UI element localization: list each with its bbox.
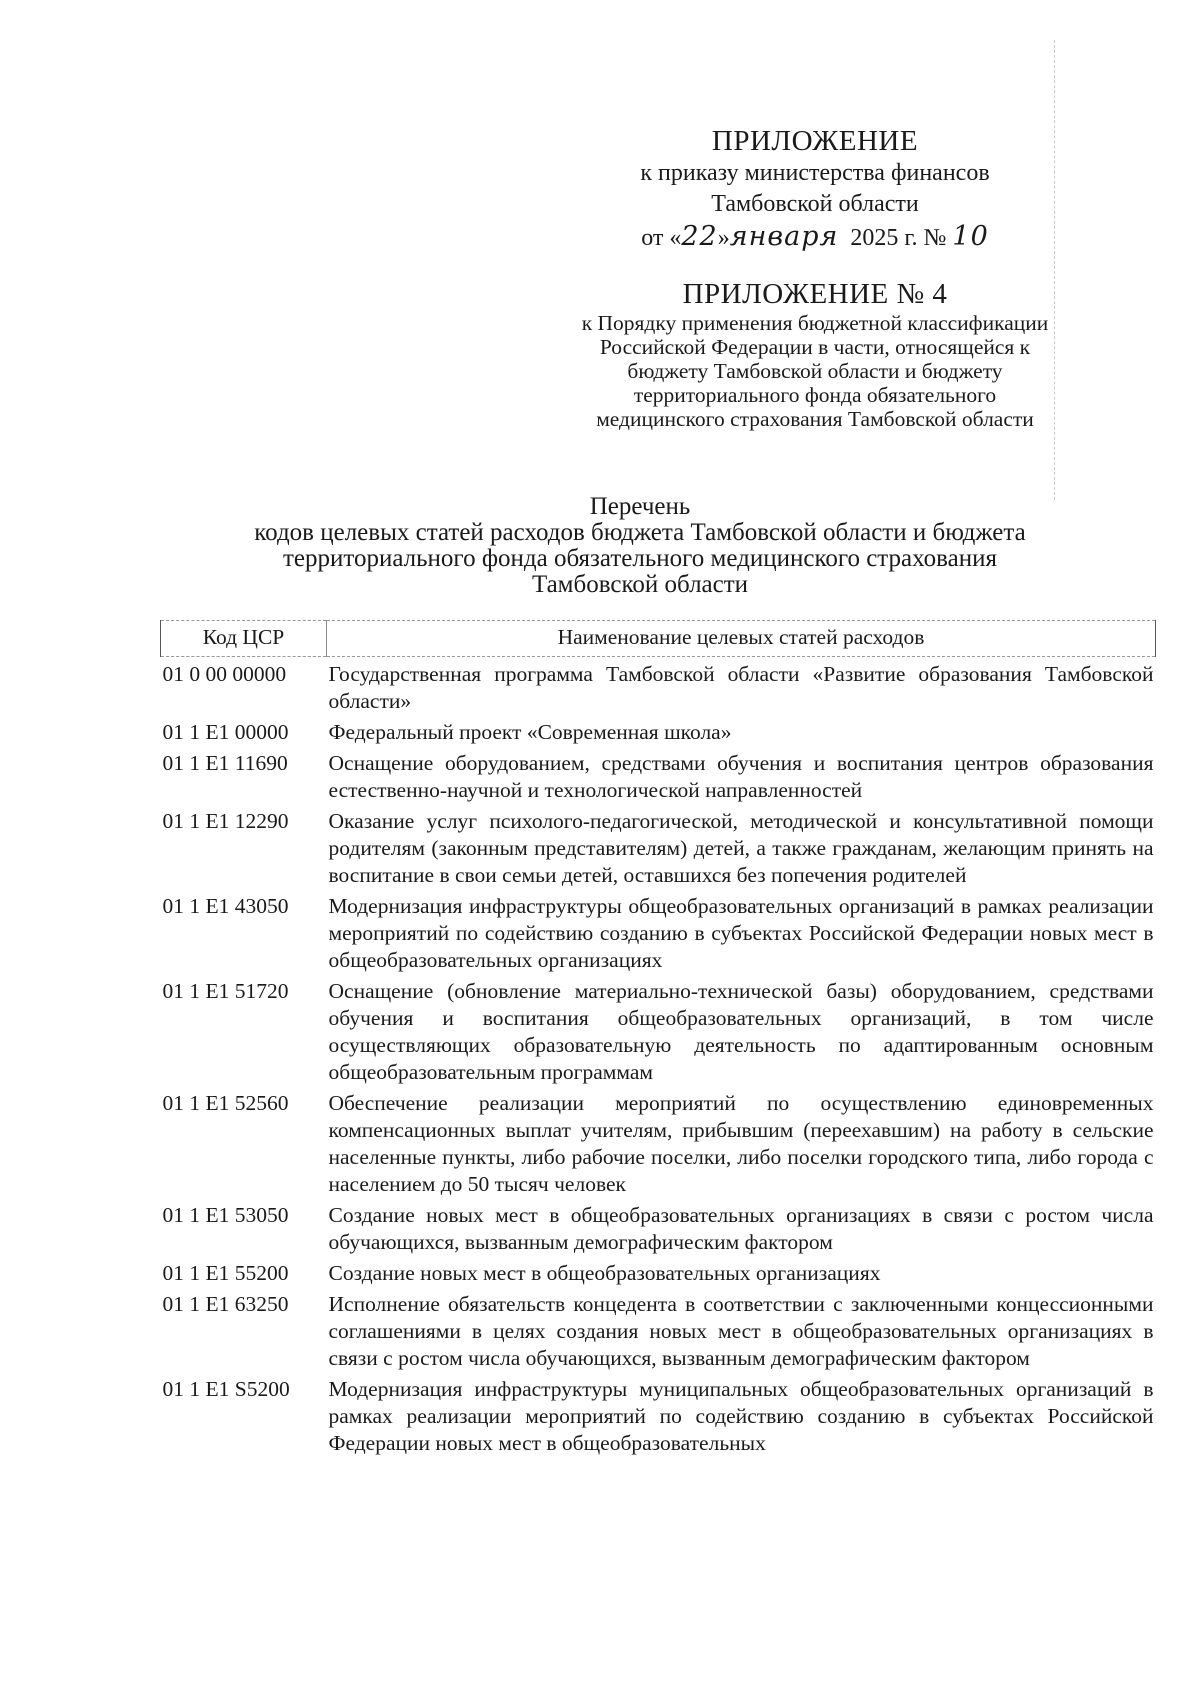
row-name: Оказание услуг психолого-педагогической, методической и консультативной помощи родителям (законным представителям) детей, а также гражданам, желающим принять на воспитание в свои семьи детей, оставшихся без попечения родителей bbox=[328, 809, 1154, 887]
row-name: Обеспечение реализации мероприятий по осуществлению единовременных компенсационных выплат учителям, прибывшим (переехавшим) на работу в сельские населенные пункты, либо рабочие поселки, либо поселки городского типа, либо города с населением до 50 тысяч человек bbox=[328, 1091, 1154, 1196]
order-prefix: от « bbox=[641, 225, 682, 251]
row-name: Модернизация инфраструктуры муниципальных общеобразовательных организаций в рамках реализации мероприятий по содействию созданию в субъектах Российской Федерации новых мест в общеобразовательных bbox=[328, 1377, 1154, 1455]
list-title-line: Перечень bbox=[589, 493, 691, 520]
appendix-line-2: Тамбовской области bbox=[711, 191, 919, 217]
order-year: 2025 г. № bbox=[850, 225, 947, 251]
appendix4-line: медицинского страхования Тамбовской области bbox=[596, 407, 1034, 431]
table-row bbox=[161, 808, 1156, 893]
table-row bbox=[161, 1202, 1156, 1260]
table-row bbox=[161, 1260, 1156, 1291]
list-title-line: территориального фонда обязательного медицинского страхования bbox=[282, 545, 998, 572]
table-row bbox=[161, 978, 1156, 1090]
order-day-handwritten: 22 bbox=[681, 221, 718, 252]
row-code: 01 1 Е1 51720 bbox=[162, 979, 289, 1003]
appendix4-line: Российской Федерации в части, относящейся к bbox=[599, 335, 1031, 359]
order-month-handwritten: января bbox=[729, 221, 839, 252]
appendix4-header bbox=[555, 277, 1075, 431]
appendix-line-1: к приказу министерства финансов bbox=[640, 160, 990, 186]
appendix4-line: бюджету Тамбовской области и бюджету bbox=[627, 359, 1003, 383]
appendix4-title: ПРИЛОЖЕНИЕ № 4 bbox=[682, 278, 948, 310]
row-name: Оснащение (обновление материально-технической базы) оборудованием, средствами обучения и воспитания общеобразовательных организаций, в том числе осуществляющих образовательную деятельность по адаптированным основным общеобразовательным программам bbox=[328, 979, 1154, 1084]
column-header-name: Наименование целевых статей расходов bbox=[327, 621, 1156, 657]
table-header-row bbox=[161, 621, 1156, 657]
row-code: 01 1 Е1 S5200 bbox=[162, 1377, 290, 1401]
list-title bbox=[110, 494, 1170, 598]
table-row bbox=[161, 750, 1156, 808]
row-code: 01 1 Е1 63250 bbox=[162, 1292, 289, 1316]
column-header-code: Код ЦСР bbox=[161, 621, 327, 657]
table-row bbox=[161, 893, 1156, 978]
row-name: Оснащение оборудованием, средствами обучения и воспитания центров образования естественно-научной и технологической направленностей bbox=[328, 751, 1154, 802]
list-title-line: кодов целевых статей расходов бюджета Тамбовской области и бюджета bbox=[254, 519, 1026, 546]
appendix4-line: к Порядку применения бюджетной классификации bbox=[581, 311, 1049, 335]
list-title-line: Тамбовской области bbox=[531, 571, 749, 598]
table-row bbox=[161, 1090, 1156, 1202]
row-code: 01 0 00 00000 bbox=[162, 662, 287, 686]
row-name: Модернизация инфраструктуры общеобразовательных организаций в рамках реализации мероприятий по содействию созданию в субъектах Российской Федерации новых мест в общеобразовательных организациях bbox=[328, 894, 1154, 972]
appendix4-line: территориального фонда обязательного bbox=[633, 383, 997, 407]
order-number-handwritten: 10 bbox=[952, 221, 989, 252]
row-name: Исполнение обязательств концедента в соответствии с заключенными концессионными соглашениями в целях создания новых мест в общеобразовательных организациях в связи с ростом числа обучающихся, вызванным демографическим фактором bbox=[328, 1292, 1154, 1370]
codes-table bbox=[160, 620, 1156, 1461]
order-mid: » bbox=[717, 225, 730, 251]
row-code: 01 1 Е1 53050 bbox=[162, 1203, 289, 1227]
table-row bbox=[161, 1376, 1156, 1461]
table-row bbox=[161, 657, 1156, 720]
table-row bbox=[161, 719, 1156, 750]
appendix-title: ПРИЛОЖЕНИЕ bbox=[711, 125, 919, 157]
row-code: 01 1 Е1 12290 bbox=[162, 809, 289, 833]
row-code: 01 1 Е1 11690 bbox=[162, 751, 288, 775]
row-name: Создание новых мест в общеобразовательных организациях bbox=[328, 1261, 881, 1285]
row-code: 01 1 Е1 00000 bbox=[162, 720, 289, 744]
scan-edge-line bbox=[1054, 40, 1056, 500]
row-code: 01 1 Е1 52560 bbox=[162, 1091, 289, 1115]
order-date-line bbox=[555, 220, 1075, 255]
row-name: Государственная программа Тамбовской области «Развитие образования Тамбовской области» bbox=[328, 662, 1154, 713]
row-code: 01 1 Е1 55200 bbox=[162, 1261, 289, 1285]
table-row bbox=[161, 1291, 1156, 1376]
appendix-header bbox=[555, 124, 1075, 255]
row-name: Федеральный проект «Современная школа» bbox=[328, 720, 732, 744]
row-name: Создание новых мест в общеобразовательных организациях в связи с ростом числа обучающихся, вызванным демографическим фактором bbox=[328, 1203, 1154, 1254]
row-code: 01 1 Е1 43050 bbox=[162, 894, 289, 918]
